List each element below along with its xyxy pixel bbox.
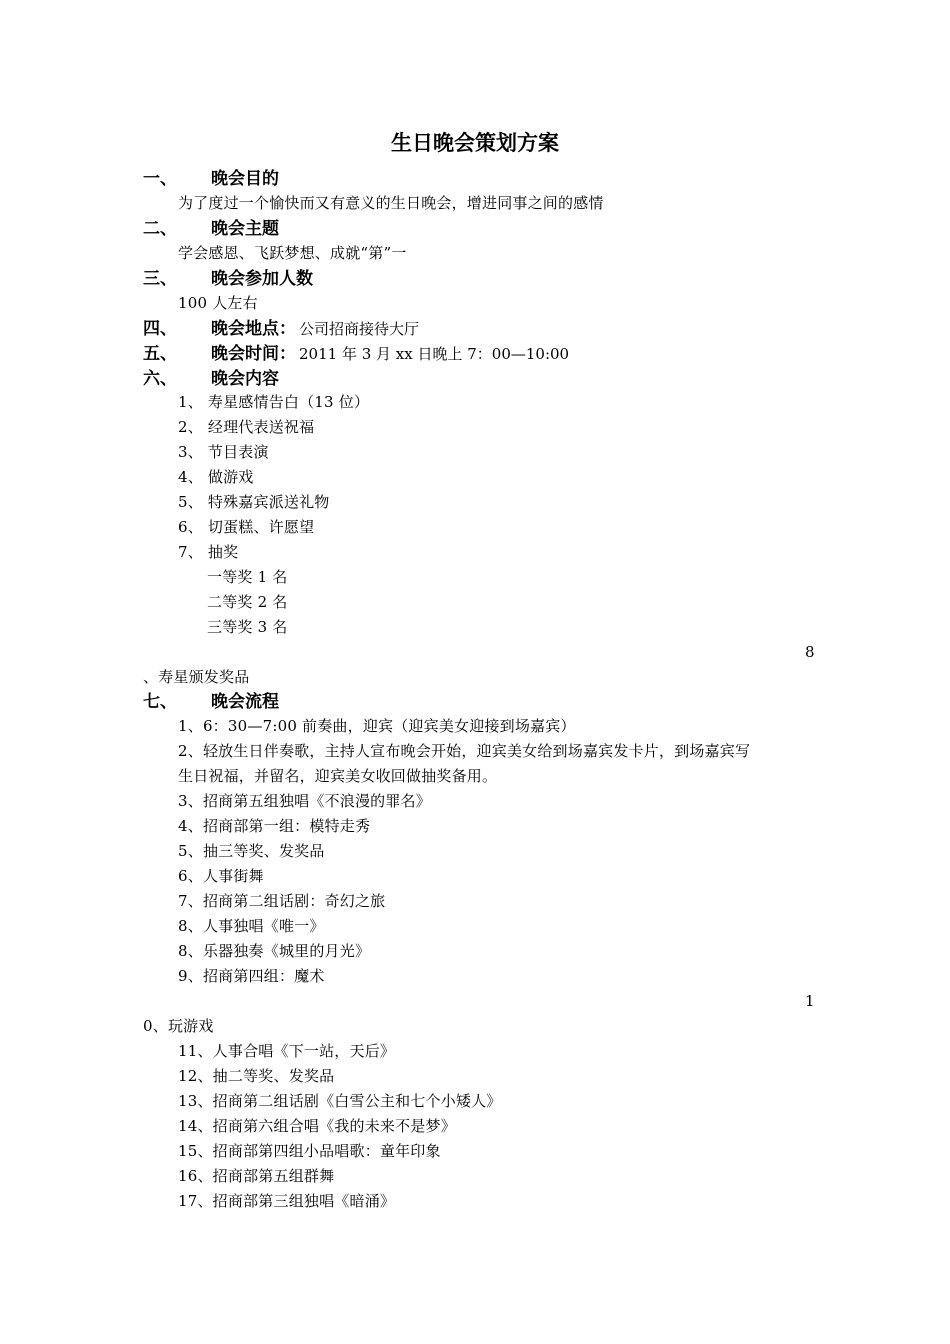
program-item: 8、乐器独奏《城里的月光》 <box>178 942 371 960</box>
wrapped-number: 1 <box>805 992 815 1010</box>
section-number: 五、 <box>143 344 177 364</box>
section-title: 晚会内容 <box>211 369 279 389</box>
section-number: 三、 <box>143 269 177 289</box>
content-item: 7、 抽奖 <box>178 543 239 561</box>
program-item: 4、招商部第一组：模特走秀 <box>178 817 371 835</box>
content-item: 3、 节目表演 <box>178 443 269 461</box>
program-item-wrapped: 0、玩游戏 <box>143 1017 214 1035</box>
prize-item: 三等奖 3 名 <box>207 618 288 636</box>
program-item: 8、人事独唱《唯一》 <box>178 917 325 935</box>
section-title: 晚会地点： <box>211 319 296 339</box>
program-item: 1、6：30—7:00 前奏曲，迎宾（迎宾美女迎接到场嘉宾） <box>178 717 576 735</box>
program-item-continued: 生日祝福，并留名，迎宾美女收回做抽奖备用。 <box>178 767 498 785</box>
program-item: 13、招商第二组话剧《白雪公主和七个小矮人》 <box>178 1092 502 1110</box>
program-item: 15、招商部第四组小品唱歌：童年印象 <box>178 1142 441 1160</box>
section-title: 晚会参加人数 <box>211 269 313 289</box>
venue-value: 公司招商接待大厅 <box>299 320 420 338</box>
section-title: 晚会目的 <box>211 169 279 189</box>
document-title: 生日晚会策划方案 <box>391 131 559 155</box>
program-item: 7、招商第二组话剧：奇幻之旅 <box>178 892 386 910</box>
time-value: 2011 年 3 月 xx 日晚上 7：00—10:00 <box>299 345 570 363</box>
content-item: 2、 经理代表送祝福 <box>178 418 315 436</box>
section-number: 六、 <box>143 369 177 389</box>
prize-item: 二等奖 2 名 <box>207 593 288 611</box>
section-title: 晚会主题 <box>211 219 279 239</box>
section-title: 晚会时间： <box>211 344 296 364</box>
section-number: 二、 <box>143 219 177 239</box>
program-item: 17、招商部第三组独唱《暗涌》 <box>178 1192 396 1210</box>
section-number: 四、 <box>143 319 177 339</box>
section-title: 晚会流程 <box>211 692 279 712</box>
content-item: 6、 切蛋糕、许愿望 <box>178 518 315 536</box>
prize-item: 一等奖 1 名 <box>207 568 288 586</box>
content-item: 5、 特殊嘉宾派送礼物 <box>178 493 330 511</box>
program-item: 16、招商部第五组群舞 <box>178 1167 335 1185</box>
section-number: 一、 <box>143 169 177 189</box>
purpose-text: 为了度过一个愉快而又有意义的生日晚会，增进同事之间的感情 <box>178 194 604 212</box>
program-item: 3、招商第五组独唱《不浪漫的罪名》 <box>178 792 431 810</box>
wrapped-number: 8 <box>805 643 815 661</box>
program-item: 9、招商第四组：魔术 <box>178 967 325 985</box>
program-item: 2、轻放生日伴奏歌，主持人宣布晚会开始，迎宾美女给到场嘉宾发卡片，到场嘉宾写 <box>178 742 751 760</box>
program-item: 12、抽二等奖、发奖品 <box>178 1067 335 1085</box>
program-item: 11、人事合唱《下一站，天后》 <box>178 1042 396 1060</box>
program-item: 6、人事街舞 <box>178 867 264 885</box>
content-item: 4、 做游戏 <box>178 468 254 486</box>
content-item-wrapped: 、寿星颁发奖品 <box>143 668 250 686</box>
section-number: 七、 <box>143 692 177 712</box>
theme-text: 学会感恩、飞跃梦想、成就“第”一 <box>178 244 407 262</box>
content-item: 1、 寿星感情告白（13 位） <box>178 393 370 411</box>
attendance-text: 100 人左右 <box>178 294 258 312</box>
program-item: 14、招商第六组合唱《我的未来不是梦》 <box>178 1117 456 1135</box>
program-item: 5、抽三等奖、发奖品 <box>178 842 325 860</box>
